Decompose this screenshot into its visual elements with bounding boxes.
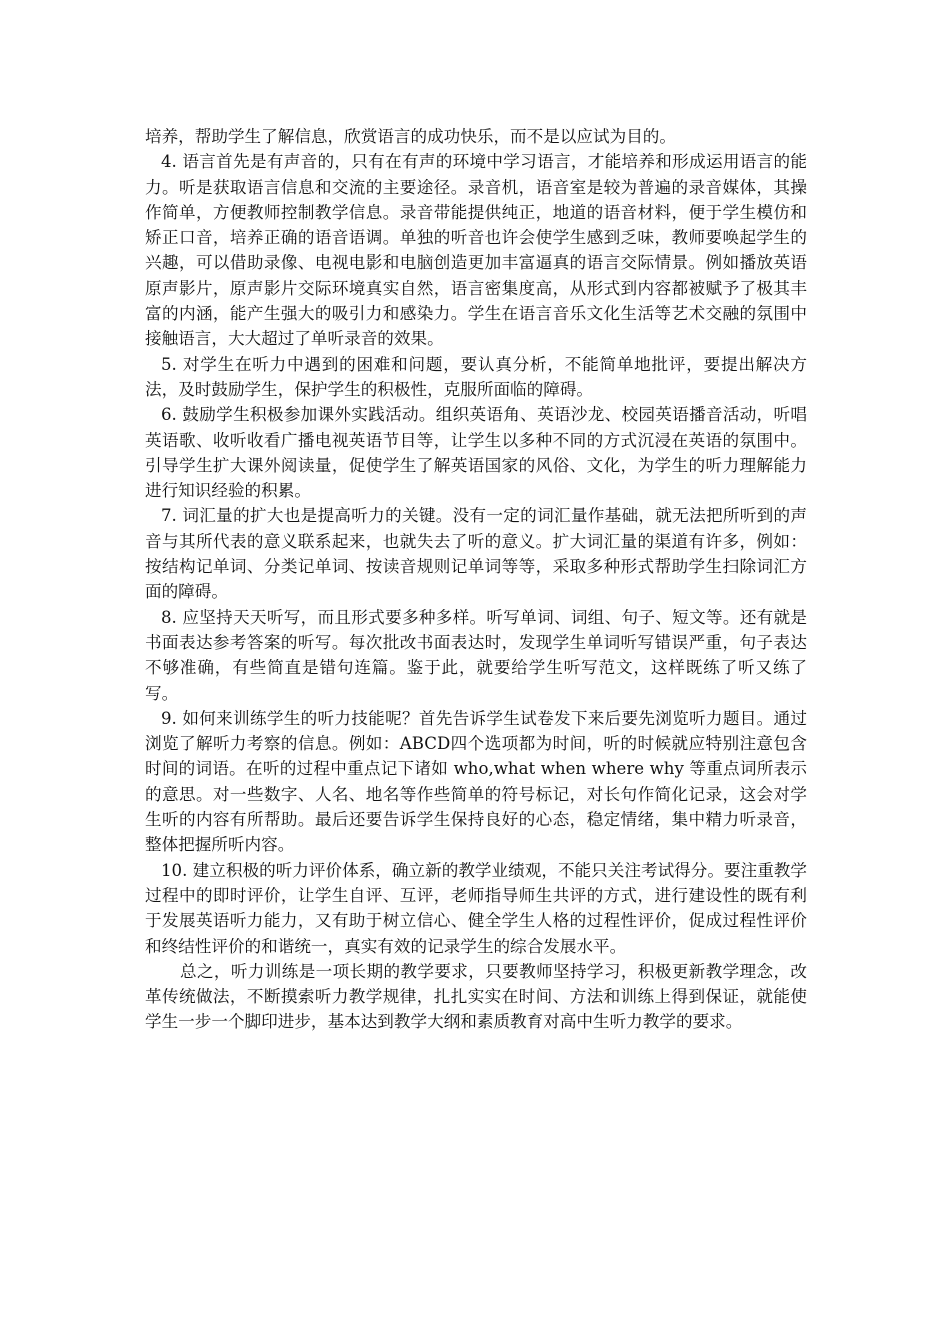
paragraph-summary: 总之，听力训练是一项长期的教学要求，只要教师坚持学习，积极更新教学理念，改革传统做法，不断摸索听力教学规律，扎扎实实在时间、方法和训练上得到保证，就能使学生一步一个脚印进步，基本达到教学大纲和素质教育对高中生听力教学的要求。 <box>145 961 807 1032</box>
paragraph-item-8: 8. 应坚持天天听写，而且形式要多种多样。听写单词、词组、句子、短文等。还有就是书面表达参考答案的听写。每次批改书面表达时，发现学生单词听写错误严重，句子表达不够准确，有些简直是错句连篇。鉴于此，就要给学生听写范文，这样既练了听又练了写。 <box>145 607 807 703</box>
paragraph-item-4: 4. 语言首先是有声音的，只有在有声的环境中学习语言，才能培养和形成运用语言的能力。听是获取语言信息和交流的主要途径。录音机，语音室是较为普遍的录音媒体，其操作简单，方便教师控制教学信息。录音带能提供纯正，地道的语音材料，便于学生模仿和矫正口音，培养正确的语音语调。单独的听音也许会使学生感到乏味，教师要唤起学生的兴趣，可以借助录像、电视电影和电脑创造更加丰富逼真的语言交际情景。例如播放英语原声影片，原声影片交际环境真实自然，语言密集度高，从形式到内容都被赋予了极其丰富的内涵，能产生强大的吸引力和感染力。学生在语言音乐文化生活等艺术交融的氛围中接触语言，大大超过了单听录音的效果。 <box>145 152 807 349</box>
paragraph-continuation: 培养，帮助学生了解信息，欣赏语言的成功快乐，而不是以应试为目的。 <box>145 127 676 146</box>
document-body <box>145 124 807 1035</box>
paragraph-item-5: 5. 对学生在听力中遇到的困难和问题，要认真分析，不能简单地批评，要提出解决方法，及时鼓励学生，保护学生的积极性，克服所面临的障碍。 <box>145 354 807 399</box>
paragraph-item-7: 7. 词汇量的扩大也是提高听力的关键。没有一定的词汇量作基础，就无法把所听到的声音与其所代表的意义联系起来，也就失去了听的意义。扩大词汇量的渠道有许多，例如：按结构记单词、分类记单词、按读音规则记单词等等，采取多种形式帮助学生扫除词汇方面的障碍。 <box>145 506 807 602</box>
paragraph-item-10: 10. 建立积极的听力评价体系，确立新的教学业绩观，不能只关注考试得分。要注重教学过程中的即时评价，让学生自评、互评，老师指导师生共评的方式，进行建设性的既有利于发展英语听力能力，又有助于树立信心、健全学生人格的过程性评价，促成过程性评价和终结性评价的和谐统一，真实有效的记录学生的综合发展水平。 <box>145 860 807 956</box>
paragraph-item-6: 6. 鼓励学生积极参加课外实践活动。组织英语角、英语沙龙、校园英语播音活动，听唱英语歌、收听收看广播电视英语节目等，让学生以多种不同的方式沉浸在英语的氛围中。引导学生扩大课外阅读量，促使学生了解英语国家的风俗、文化，为学生的听力理解能力进行知识经验的积累。 <box>145 405 807 501</box>
paragraph-item-9: 9. 如何来训练学生的听力技能呢？首先告诉学生试卷发下来后要先浏览听力题目。通过浏览了解听力考察的信息。例如：ABCD四个选项都为时间，听的时候就应特别注意包含时间的词语。在听的过程中重点记下诸如 who,what when where why 等重点词所表示的意思。对一些数字、人名、地名等作些简单的符号标记，对长句作简化记录，这会对学生听的内容有所帮助。最后还要告诉学生保持良好的心态，稳定情绪，集中精力听录音，整体把握所听内容。 <box>145 708 807 855</box>
